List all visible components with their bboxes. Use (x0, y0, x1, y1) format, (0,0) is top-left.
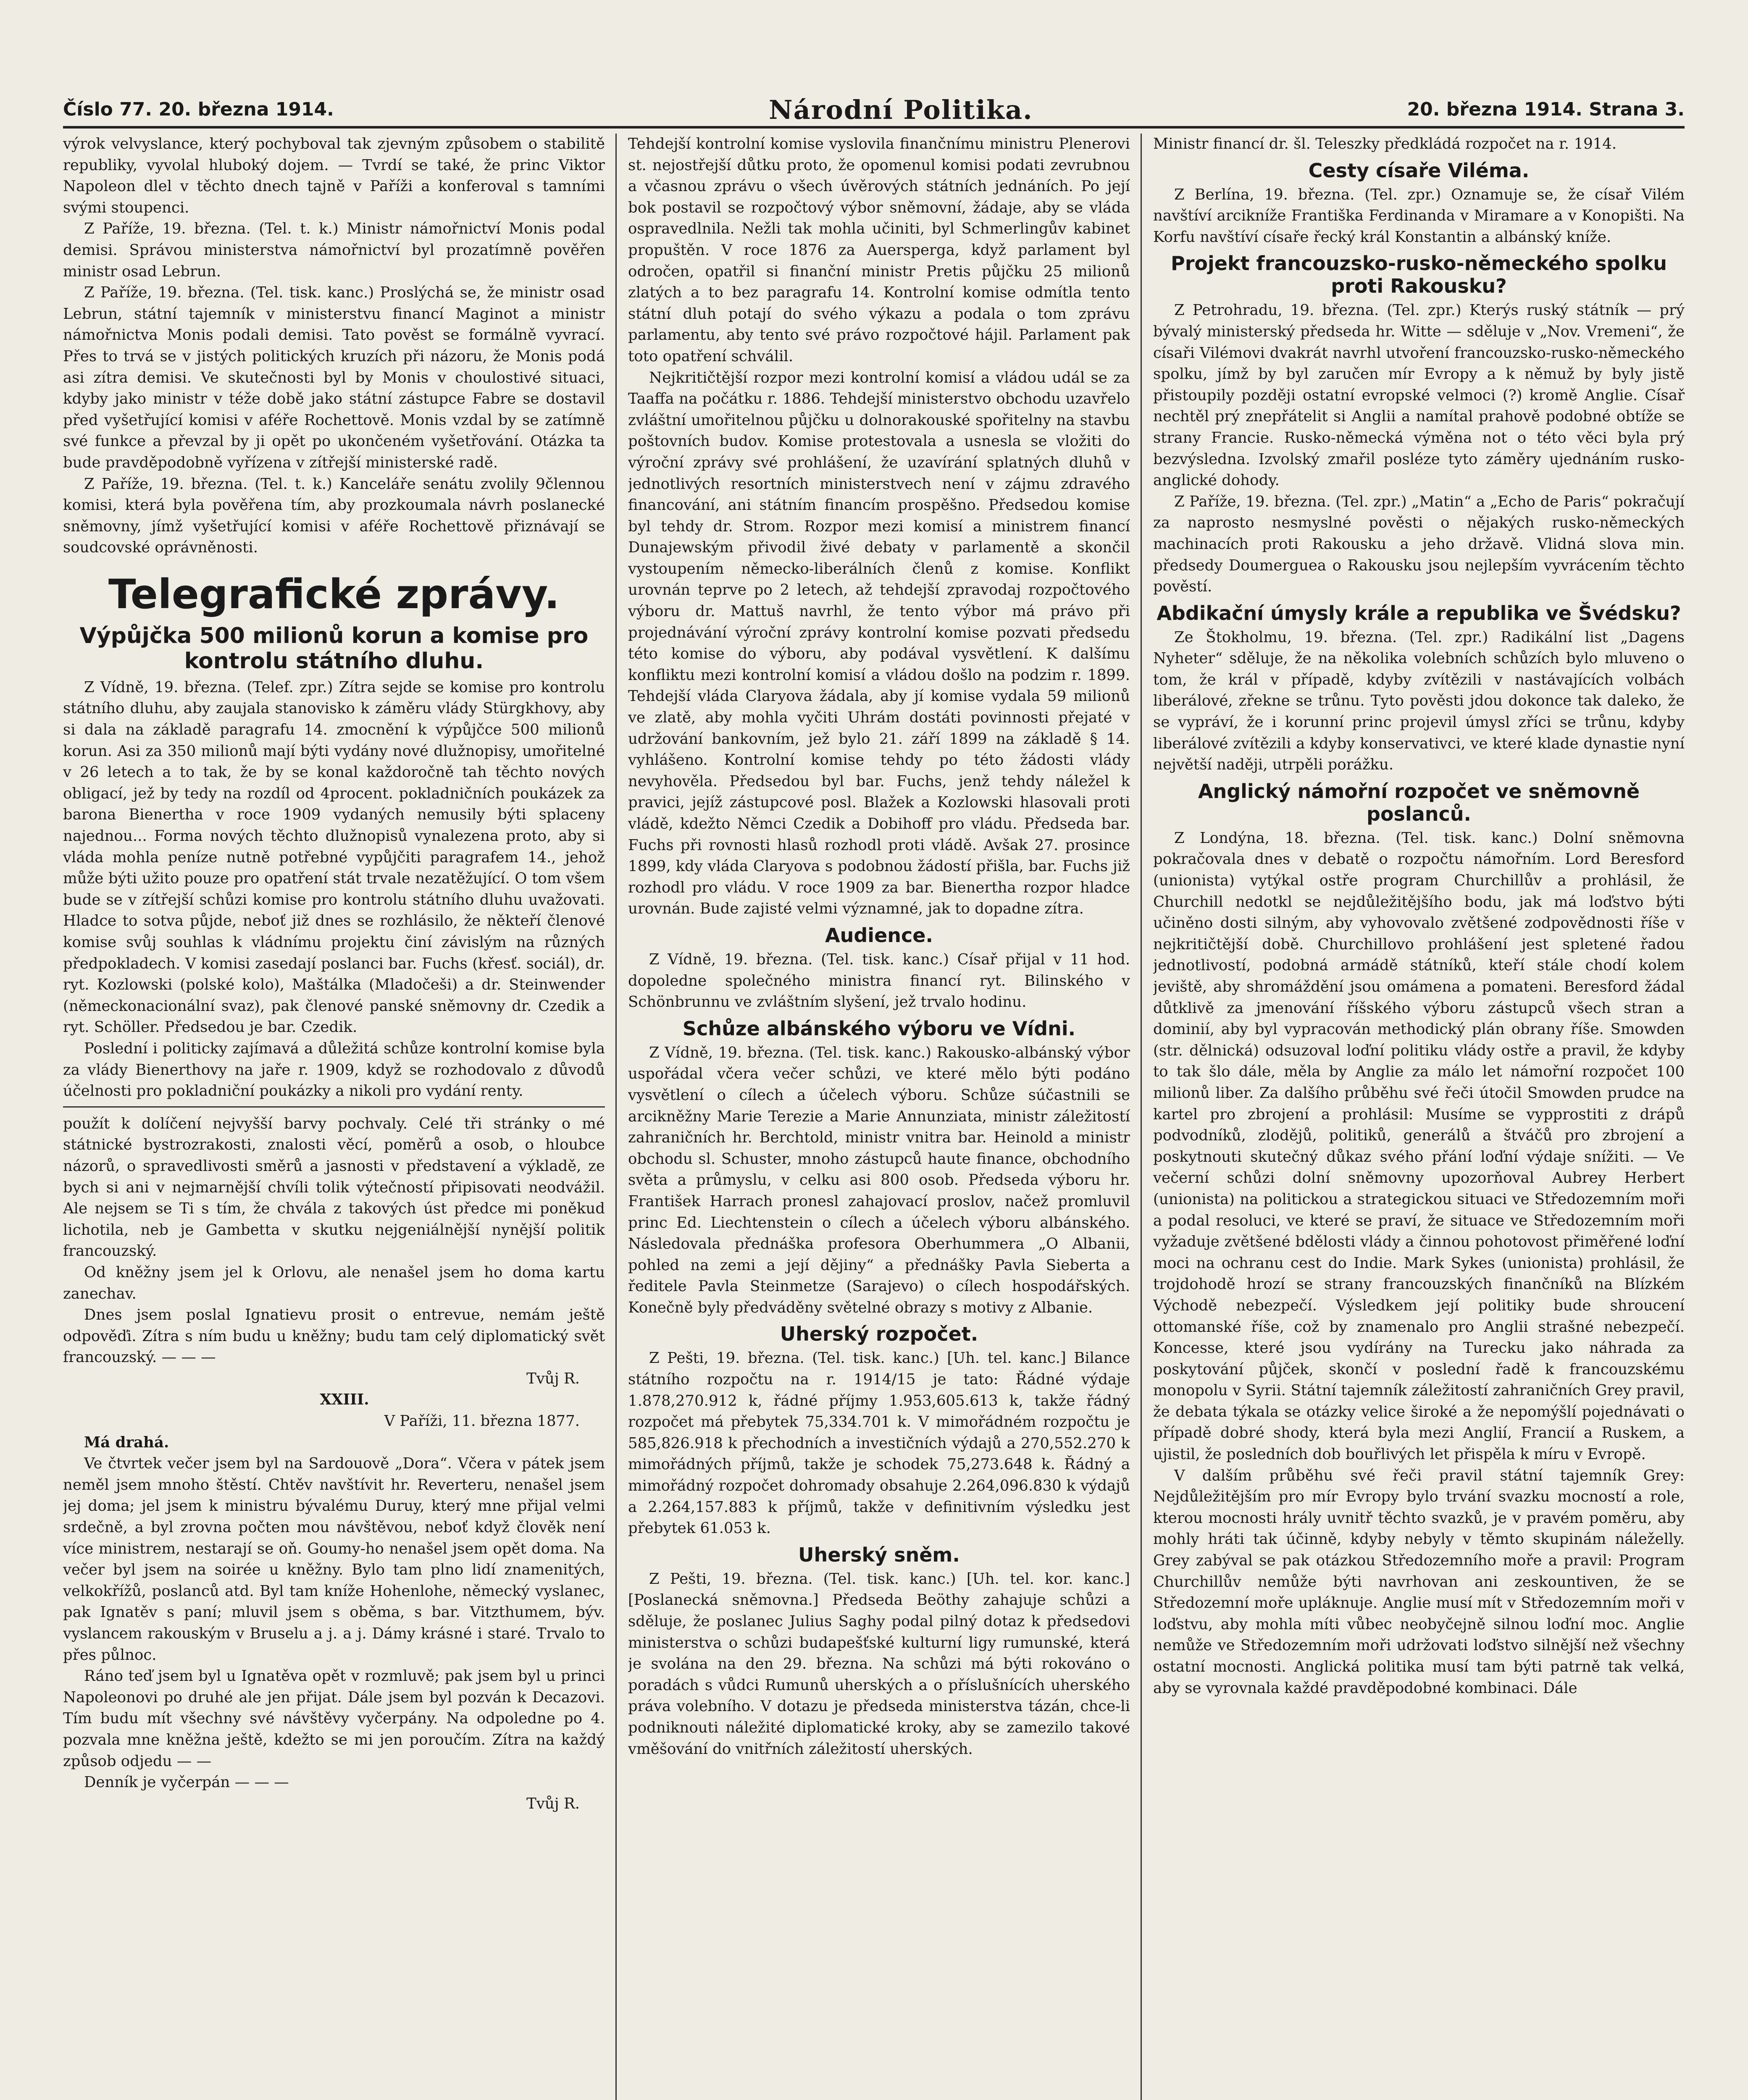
header-rule (63, 126, 1685, 129)
paragraph: Z Petrohradu, 19. března. (Tel. zpr.) Kterýs ruský státník — prý bývalý ministerský předseda hr. Witte — sděluje v „Nov. Vremeni“, že císaři Vilémovi dvakrát navrhl utvoření francouzsko-rusko-německého spolku, jímž by byl zaručen mír Evropy a k němuž by byly jistě přistoupily později ostatní evropské velmoci (?) kromě Anglie. Císař nechtěl prý znepřátelit si Anglii a namítal prahově podobné obtíže se strany Francie. Rusko-německá výměna not o této věci byla prý bezvýsledna. Izvolský zmařil posléze tyto záměry ujednáním rusko-anglické dohody. (1153, 302, 1685, 489)
column-divider (615, 134, 617, 2100)
signature: Tvůj R. (526, 1795, 580, 1812)
paragraph: Od kněžny jsem jel k Orlovu, ale nenašel jsem ho doma kartu zanechav. (63, 1263, 605, 1302)
paragraph: použít k dolíčení nejvyšší barvy pochvaly. Celé tři stránky o mé státnické bystrozrakosti, znalosti věcí, poměrů a osob, o hloubce názorů, o spravedlivosti směrů a jasnosti v představení a výkladě, ze bych si ani v nejmarnější chvíli tolik výtečností připisovati neodvážil. Ale nejsem se Ti s tím, že chvála z takových úst předce mi poněkud lichotila, neb je Gambetta v skutku nejgeniálnější nynější politik francouzský. (63, 1115, 605, 1260)
paragraph: Z Vídně, 19. března. (Tel. tisk. kanc.) Císař přijal v 11 hod. dopoledne společného ministra financí ryt. Bilinského v Schönbrunnu ve zvláštním slyšení, jež trvalo hodinu. (628, 950, 1130, 1011)
paragraph: Z Paříže, 19. března. (Tel. t. k.) Ministr námořnictví Monis podal demisi. Správou ministerstva námořnictví byl prozatímně pověřen ministr osad Lebrun. (63, 220, 605, 280)
letter-greeting: Má drahá. (84, 1433, 169, 1451)
paragraph: Nejkritičtější rozpor mezi kontrolní komisí a vládou udál se za Taaffa na počátku r. 1886. Tehdejší ministerstvo obchodu uzavřelo zvláštní umořitelnou půjčku u dolnorakouské spořitelny na stavbu poštovních budov. Komise protestovala a usnesla se vložiti do výroční zprávy své prohlášení, že uzavírání splatných dluhů v jednotlivých resortních ministerstvech není v zájmu zdravého financování, ani státním financím prospěšno. Předsedou komise byl tehdy dr. Strom. Rozpor mezi komisí a ministrem financí Dunajewským přivodil živé debaty v parlamentě a skončil vystoupením německo-liberálních členů z komise. Konflikt urovnán teprve po 2 letech, až tehdejší zpravodaj rozpočtového výboru dr. Mattuš navrhl, že tento výbor má právo při projednávání výroční zprávy kontrolní komise pozvati předsedu této komise do výboru, aby podával vysvětlení. K dalšímu konfliktu mezi kontrolní komisí a vládou došlo na podzim r. 1899. Tehdejší vláda Claryova žádala, aby jí komise vydala 59 milionů ve zlatě, aby mohla vyčiti Uhrám dostáti povinnosti přejaté v udržování bankovním, jež bylo 21. září 1899 na základě § 14. vyhlášeno. Kontrolní komise tehdy po této žádosti vlády nevyhověla. Předsedou byl bar. Fuchs, jenž tehdy náležel k pravici, jejíž zástupcové posl. Blažek a Kozlowski hlasovali proti vládě, kdežto Němci Czedik a Dobihoff pro vládu. Předseda bar. Fuchs při rovnosti hlasů rozhodl proti vládě. Avšak 27. prosince 1899, kdy vláda Claryova s podobnou žádostí přišla, bar. Fuchs již rozhodl pro vládu. V roce 1909 za bar. Bienertha rozpor hladce urovnán. Bude zajisté velmi významné, jak to dopadne zítra. (628, 369, 1130, 918)
paragraph: Z Paříže, 19. března. (Tel. t. k.) Kanceláře senátu zvolily 9člennou komisi, která byla pověřena tím, aby prozkoumala návrh poslanecké sněmovny, jímž vyšetřující komisi v aféře Rochettově přiznávají se soudcovské oprávněnosti. (63, 475, 605, 556)
date-page: 20. března 1914. Strana 3. (1407, 99, 1685, 120)
column-2 (628, 134, 1130, 2100)
paragraph: Z Paříže, 19. března. (Tel. tisk. kanc.) Proslýchá se, že ministr osad Lebrun, státní tajemník v ministerstvu financí Maginot a ministr námořnictva Monis podali demisi. Tato pověst se formálně vyvrací. Přes to trvá se v jistých politických kruzích při názoru, že Monis podá asi zítra demisi. Ve skutečnosti byl by Monis v choulostivé situaci, kdyby jako ministr v téže době jako státní zástupce Fabre se dostavil před vyšetřující komisi v aféře Rochettově. Monis vzdal by se zatímně své funkce a převzal by ji opět po ukončeném vyšetřování. Otázka ta bude pravděpodobně vyřízena v zítřejší ministerské radě. (63, 284, 605, 471)
paragraph: Z Paříže, 19. března. (Tel. zpr.) „Matin“ a „Echo de Paris“ pokračují za naprosto nesmyslné pověsti o nějakých rusko-německých machinacích proti Rakousku a jeho državě. Vlidná slova min. předsedy Doumerguea o Rakousku jsou nejlepším vyvrácením těchto pověstí. (1153, 493, 1685, 596)
article-headline: Audience. (825, 924, 933, 947)
article-headline: Uherský sněm. (798, 1543, 960, 1566)
letter-place-date: V Paříži, 11. března 1877. (384, 1412, 580, 1430)
column-1 (63, 134, 605, 2100)
paragraph: Z Londýna, 18. března. (Tel. tisk. kanc.) Dolní sněmovna pokračovala dnes v debatě o rozpočtu námořním. Lord Beresford (unionista) vytýkal ostře program Churchillův a prohlásil, že Churchill nedotkl se nejdůležitějšího bodu, jak má loďstvo býti učiněno dosti silným, aby vyhovovalo zvětšené zodpovědnosti říše v nejkritičtější době. Churchillovo prohlášení jest spletené řadou jednotlivostí, podobná armádě státníků, kteří stále chodí kolem jeviště, aby shromáždění jsou omámena a pomateni. Beresford žádal důtklivě za jmenování říšského výboru zástupců všech stran a dominií, aby byl vypracován methodický plán obrany říše. Smowden (str. dělnická) odsuzoval loďní politiku vlády ostře a pravil, že kdyby to tak šlo dále, měla by Anglie za málo let námořní rozpočet 100 milionů liber. Za dalšího průběhu své řeči útočil Smowden prudce na kartel pro zbrojení a prohlásil: Musíme se vypprostiti z drápů podvodníků, zlodějů, politiků, generálů a štváčů pro zbrojení a poskytnouti skutečný důkaz svého přání loďní výdaje snížiti. — Ve večerní schůzi dolní sněmovny upozorňoval Aubrey Herbert (unionista) na politickou a strategickou situaci ve Středozemním moři a podal resoluci, ve které se praví, že situace ve Středozemním moři vyžaduje zvětšené bdělosti vlády a činnou pohotovost přiměřené loďní moci na ochranu cest do Indie. Mark Sykes (unionista) prohlásil, že trojdohodě hrozí se strany francouzských finančníků na Blízkém Východě nebezpečí. Výsledkem její politiky bude shroucení ottomanské říše, což by znamenalo pro Anglii strašné nebezpečí. Koncesse, které jsou vydírány na Turecku jako náhrada za poskytování půjček, skončí v poslední řadě k francouzskému monopolu v Syrii. Státní tajemník záležitostí zahraničních Grey pravil, že debata týkala se otázky velice široké a že nepomýšlí pojednávati o případě dobré shody, která byla mezi Anglií, Francií a Ruskem, a ujistil, že posledních dob bouřlivých let přispěla k míru v Evropě. (1153, 829, 1685, 1463)
paragraph: Ze Štokholmu, 19. března. (Tel. zpr.) Radikální list „Dagens Nyheter“ sděluje, že na několika volebních schůzích bylo mluveno o tom, že král v případě, kdyby zvítězili v nastávajících volbách liberálové, zřekne se trůnu. Tyto pověsti jdou dokonce tak daleko, že se vypráví, že i korunní princ projevil úmysl zříci se trůnu, kdyby liberálové zvítězili a kdyby konservativci, ve které klade dynastie nyní největší naději, utrpěli porážku. (1153, 628, 1685, 774)
paragraph: výrok velvyslance, který pochyboval tak zjevným způsobem o stabilitě republiky, vyvolal hluboký dojem. — Tvrdí se také, že princ Viktor Napoleon dlel v těchto dnech tajně v Paříži a konferoval s tamními svými stoupenci. (63, 135, 605, 216)
issue-number: Číslo 77. 20. března 1914. (63, 99, 334, 120)
paragraph: Ráno teď jsem byl u Ignatěva opět v rozmluvě; pak jsem byl u princi Napoleonovi po druhé ale jen přijat. Dále jsem byl pozván k Decazovi. Tím budu mít všechny své návštěvy vyčerpány. Na odpoledne po 4. pozvala mne kněžna ještě, kdežto se mi jen poroučím. Zítra na každý způsob odjedu — — (63, 1667, 605, 1770)
signature: Tvůj R. (526, 1370, 580, 1387)
article-headline: Cesty císaře Viléma. (1308, 159, 1530, 182)
paragraph: V dalším průběhu své řeči pravil státní tajemník Grey: Nejdůležitějším pro mír Evropy bylo trvání svazku mocností a role, kterou mocnosti hrály uvnitř těchto svazků, je v pravém poměru, aby mohly hráti tak účinně, kdyby nebyly v těmto skupinám náleželly. Grey zabýval se pak otázkou Středozemního moře a pravil: Program Churchillův nemůže býti navrhovan ani zeskountiven, že se Středozemní moře upláknuje. Anglie musí mít v Středozemním moři v loďstvu, aby mohla míti vůbec neobyčejně silnou loďní moc. Anglie nemůže ve Středozemním moři udržovati loďstvo silnější než všechny ostatní mocnosti. Anglická politika musí tam býti patrně tak velká, aby se vyrovnala každé pravděpodobné kombinaci. Dále (1153, 1467, 1685, 1697)
paragraph: Z Pešti, 19. března. (Tel. tisk. kanc.) [Uh. tel. kor. kanc.] [Poslanecká sněmovna.] Předseda Beöthy zahajuje schůzi a sděluje, že poslanec Julius Saghy podal pilný dotaz k předsedovi ministerstva o schůzi budapešťské kulturní ligy rumunské, která je svolána na den 29. března. Na schůzi má býti rokováno o poradách s vůdci Rumunů uherských a o příslušnících uherského práva volebního. V dotazu je předseda ministerstva tázán, chce-li podniknouti náležité diplomatické kroky, aby se zamezilo takové vměšování do vnitřních záležitostí uherských. (628, 1570, 1130, 1758)
paragraph: Z Vídně, 19. března. (Telef. zpr.) Zítra sejde se komise pro kontrolu státního dluhu, aby zaujala stanovisko k záměru vlády Stürgkhovy, aby si dala na základě paragrafu 14. zmocnění k výpůjčce 500 milionů korun. Asi za 350 milionů mají býti vydány nové dlužnopisy, umořitelné v 26 letech a to tak, že by se konal každoročně tah těchto nových obligací, jež by tedy na rozdíl od 4procent. pokladničních poukázek za barona Bienertha v roce 1909 vydaných nemusily býti splaceny najednou... Forma nových těchto dlužnopisů vynalezena proto, aby si vláda mohla peníze nutně potřebné vypůjčiti paragrafem 14., jehož může býti užito pouze pro opatření stát trvale nezatěžující. O tom všem bude se v zítřejší schůzi komise pro kontrolu státního dluhu uvažovati. Hladce to sotva půjde, neboť již dnes se rozhlásilo, že někteří členové komise svůj souhlas k vládnímu projektu činí závislým na různých předpokladech. V komisi zasedají poslanci bar. Fuchs (křesť. sociál), dr. ryt. Kozlowski (polské kolo), Maštálka (Mladočeši) a dr. Steinwender (německonacionální svaz), pak členové panské sněmovny dr. Czedik a ryt. Schöller. Předsedou je bar. Czedik. (63, 678, 605, 1036)
article-headline: Uherský rozpočet. (780, 1323, 978, 1346)
paragraph: Z Vídně, 19. března. (Tel. tisk. kanc.) Rakousko-albánský výbor uspořádal včera večer schůzi, ve které mělo býti podáno vysvětlení o cílech a účelech výboru. Schůze súčastnili se arcikněžny Marie Terezie a Marie Annunziata, ministr záležitostí zahraničních hr. Berchtold, ministr vnitra bar. Heinold a ministr obchodu sl. Schuster, mnoho zástupců haute finance, obchodního světa a průmyslu, v celku asi 800 osob. Předseda výboru hr. František Harrach pronesl zahajovací proslov, načež promluvil princ Ed. Liechtenstein o cílech a účelech výboru albánského. Následovala přednáška profesora Oberhummera „O Albanii, pohled na zemi a její dějiny“ a přednášky Pavla Sieberta a ředitele Pavla Steinmetze (Sarajevo) o cílech hospodářských. Konečně byly předváděny světelné obrazy s motivy z Albanie. (628, 1044, 1130, 1316)
masthead: Národní Politika. (769, 94, 1033, 125)
paragraph: Tehdejší kontrolní komise vyslovila finančnímu ministru Plenerovi st. nejostřejší důtku proto, že opomenul komisi podati zevrubnou a včasnou zprávu o všech úvěrových státních jednáních. Po její bok postavil se rozpočtový výbor sněmovní, žádaje, aby se vláda ospravedlnila. Nežli tak mohla učiniti, byl Schmerlingův kabinet propuštěn. V roce 1876 za Auersperga, když parlament byl odročen, opatřil si finanční ministr Pretis půjčku 25 milionů zlatých a to bez paragrafu 14. Kontrolní komise odmítla tento státní dluh potají do svého výkazu a podala o tom zprávu parlamentu, aby tento své právo rozpočtové hájil. Parlament pak toto opatření schválil. (628, 135, 1130, 365)
paragraph: Dnes jsem poslal Ignatievu prosit o entrevue, nemám ještě odpověďi. Zítra s ním budu u kněžny; budu tam celý diplomatický svět francouzský. — — — (63, 1306, 605, 1366)
paragraph: Z Pešti, 19. března. (Tel. tisk. kanc.) [Uh. tel. kanc.] Bilance státního rozpočtu na r. 1914/15 je tato: Řádné výdaje 1.878,270.912 k, řádné příjmy 1.953,605.613 k, takže řádný rozpočet má přebytek 75,334.701 k. V mimořádném rozpočtu je 585,826.918 k přechodních a investičních výdajů a 270,552.270 k mimořádných příjmů, takže je schodek 75,273.648 k. Řádný a mimořádný rozpočet dohromady obsahuje 2.264,096.830 k výdajů a 2.264,157.883 k příjmů, takže v definitivním výsledku jest přebytek 61.053 k. (628, 1349, 1130, 1537)
paragraph: Ministr financí dr. šl. Teleszky předkládá rozpočet na r. 1914. (1153, 135, 1617, 152)
column-divider (1141, 134, 1142, 2100)
column-3 (1153, 134, 1685, 2100)
article-headline: Abdikační úmysly krále a republika ve Švédsku? (1157, 601, 1681, 625)
article-headline: Výpůjčka 500 milionů korun a komise pro kontrolu státního dluhu. (79, 623, 589, 674)
paragraph: Ve čtvrtek večer jsem byl na Sardouově „Dora“. Včera v pátek jsem neměl jsem mnoho štěstí. Chtěv navštívit hr. Reverteru, nenašel jsem jej doma; jel jsem k ministru bývalému Duruy, který mne přijal velmi srdečně, a byl zrovna počten mou návštěvou, neboť když člověk není více ministrem, nestarají se oň. Goumy-ho nenašel jsem opět doma. Na večer byl jsem na soirée u kněžny. Bylo tam plno lidí znamenitých, velkokřížů, poslanců atd. Byl tam kníže Hohenlohe, německý vyslanec, pak Ignatěv s paní; mluvil jsem s oběma, s bar. Vitzthumem, býv. vyslancem rakouským v Bruselu a j. a j. Dámy krásné i staré. Trvalo to přes půlnoc. (63, 1455, 605, 1664)
article-headline: Schůze albánského výboru ve Vídni. (682, 1017, 1076, 1040)
section-title: Telegrafické zprávy. (108, 570, 560, 618)
paragraph: Z Berlína, 19. března. (Tel. zpr.) Oznamuje se, že císař Vilém navštíví arcikníže Františka Ferdinanda v Miramare a v Konopišti. Na Korfu navštíví císaře řecký král Konstantin a albánský kníže. (1153, 186, 1685, 246)
letter-number: XXIII. (320, 1391, 369, 1409)
article-headline: Anglický námořní rozpočet ve sněmovně poslanců. (1198, 780, 1640, 825)
feuilleton-rule (63, 1106, 605, 1108)
paragraph: Poslední i politicky zajímavá a důležitá schůze kontrolní komise byla za vlády Bienerthovy na jaře r. 1909, když se rozhodovalo z důvodů účelnosti pro pokladniční poukázky a nikoli pro vydání renty. (63, 1040, 605, 1100)
article-headline: Projekt francouzsko-rusko-německého spolku proti Rakousku? (1170, 252, 1667, 298)
paragraph: Denník je vyčerpán — — — (84, 1774, 289, 1791)
